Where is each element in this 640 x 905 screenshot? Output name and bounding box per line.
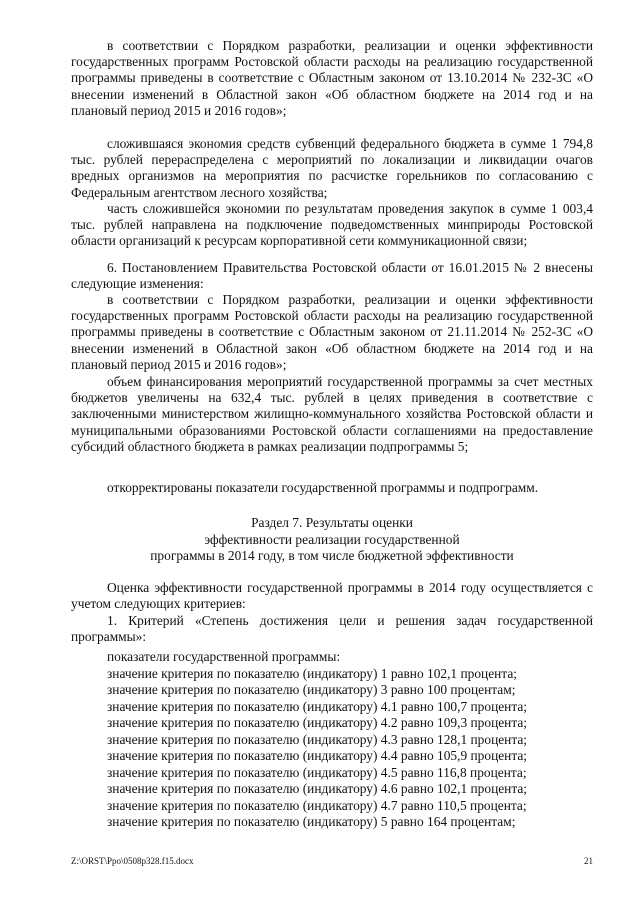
list-item: значение критерия по показателю (индикатору) 4.3 равно 128,1 процента; [107, 731, 528, 747]
section-heading [71, 515, 593, 565]
list-item: показатели государственной программы: [107, 649, 341, 664]
criteria-list [107, 649, 593, 831]
paragraph-evaluation-criteria: Оценка эффективности государственной программы в 2014 году осуществляется с учетом следующих критериев: [71, 580, 593, 612]
list-item: значение критерия по показателю (индикатору) 4.7 равно 110,5 процента; [107, 797, 527, 813]
paragraph-indicators-corrected: откорректированы показатели государственной программы и подпрограмм. [107, 480, 539, 495]
paragraph-criterion-1: 1. Критерий «Степень достижения цели и решения задач государственной программы»: [71, 613, 593, 645]
paragraph-resolution-6: 6. Постановлением Правительства Ростовской области от 16.01.2015 № 2 внесены следующие изменения: [71, 260, 593, 292]
page-number: 21 [584, 856, 593, 866]
section-heading-line-1: Раздел 7. Результаты оценки [251, 515, 413, 530]
section-heading-line-2: эффективности реализации государственной [204, 531, 460, 547]
list-item: значение критерия по показателю (индикатору) 1 равно 102,1 процента; [107, 665, 517, 681]
paragraph-federal-subvention-savings: сложившаяся экономия средств субвенций федерального бюджета в сумме 1 794,8 тыс. рублей перераспределена с мероприятий по локализации и ликвидации очагов вредных организмов на мероприятия по расчистке горельников по согласованию с Федеральным агентством лесного хозяйства; [71, 136, 593, 200]
paragraph-budget-law-252: в соответствии с Порядком разработки, реализации и оценки эффективности государственных программ Ростовской области расходы на реализацию государственной программы приведены в соответствие с Областным законом от 21.11.2014 № 252-ЗС «О внесении изменений в Областной закон «Об областном бюджете на 2014 год и на плановый период 2015 и 2016 годов»; [71, 292, 593, 372]
list-item: значение критерия по показателю (индикатору) 4.6 равно 102,1 процента; [107, 781, 528, 796]
list-item: значение критерия по показателю (индикатору) 4.2 равно 109,3 процента; [107, 715, 528, 730]
file-path: Z:\ORST\Ppo\0508p328.f15.docx [71, 856, 194, 866]
paragraph-local-budgets: объем финансирования мероприятий государственной программы за счет местных бюджетов увеличены на 632,4 тыс. рублей в целях приведения в соответствие с заключенными министерством жилищно-коммунального хозяйства Ростовской области и муниципальными образованиями Ростовской области соглашениями на предоставление субсидий областного бюджета в рамках реализации подпрограммы 5; [71, 374, 593, 454]
paragraph-budget-law-232: в соответствии с Порядком разработки, реализации и оценки эффективности государственных программ Ростовской области расходы на реализацию государственной программы приведены в соответствие с Областным законом от 13.10.2014 № 232-ЗС «О внесении изменений в Областной закон «Об областном бюджете на 2014 год и на плановый период 2015 и 2016 годов»; [71, 38, 593, 118]
section-heading-line-3: программы в 2014 году, в том числе бюджетной эффективности [150, 548, 514, 563]
list-item: значение критерия по показателю (индикатору) 3 равно 100 процентам; [107, 682, 516, 697]
list-item: значение критерия по показателю (индикатору) 4.1 равно 100,7 процента; [107, 698, 528, 714]
paragraph-procurement-savings: часть сложившейся экономии по результатам проведения закупок в сумме 1 003,4 тыс. рублей направлена на подключение подведомственных минприроды Ростовской области организаций к ресурсам корпоративной сети коммуникационной связи; [71, 201, 593, 249]
list-item: значение критерия по показателю (индикатору) 5 равно 164 процентам; [107, 814, 516, 829]
list-item: значение критерия по показателю (индикатору) 4.4 равно 105,9 процента; [107, 748, 528, 763]
list-item: значение критерия по показателю (индикатору) 4.5 равно 116,8 процента; [107, 764, 527, 780]
